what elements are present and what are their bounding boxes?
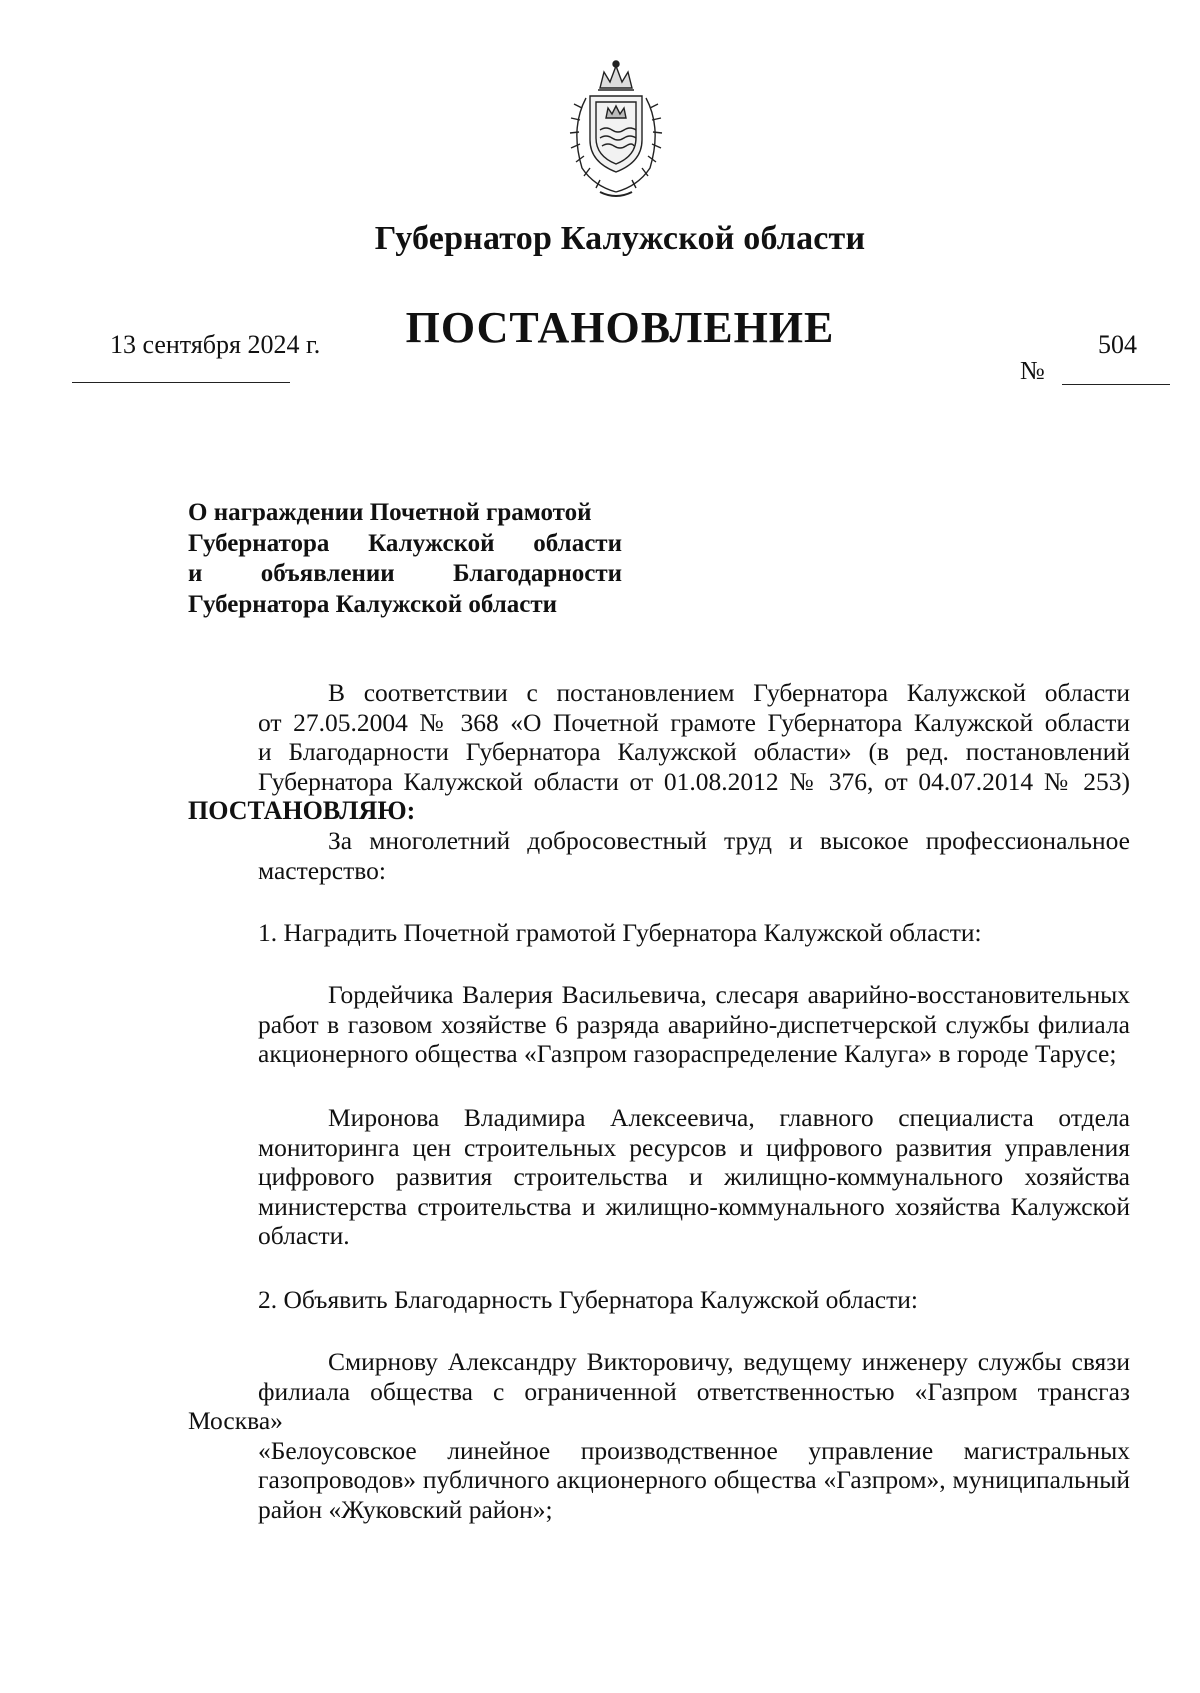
document-type-title: ПОСТАНОВЛЕНИЕ	[405, 303, 835, 352]
document-subject	[188, 498, 622, 620]
paragraph-line: мастерство:	[258, 855, 386, 885]
paragraph-line: филиала общества с ограниченной ответственностью «Газпром трансгаз Москва»	[188, 1376, 1130, 1435]
subject-line: и объявлении Благодарности	[188, 560, 622, 587]
subject-line: Губернатора Калужской области	[188, 529, 622, 557]
paragraph-line: «Белоусовское линейное производственное управление магистральных	[258, 1435, 1130, 1465]
paragraph-line: Миронова Владимира Алексеевича, главного специалиста отдела	[328, 1103, 1130, 1132]
paragraph-line: За многолетний добросовестный труд и высокое профессиональное	[328, 826, 1130, 855]
document-date: 13 сентября 2024 г.	[110, 330, 321, 359]
paragraph-line: В соответствии с постановлением Губернатора Калужской области	[328, 678, 1130, 707]
paragraph-line: работ в газовом хозяйстве 6 разряда аварийно-диспетчерской службы филиала	[258, 1009, 1130, 1039]
decree-item-2: 2. Объявить Благодарность Губернатора Калужской области:	[258, 1285, 918, 1314]
document-number: 504	[1098, 330, 1137, 359]
paragraph-line: район «Жуковский район»;	[258, 1494, 553, 1524]
gratitude-recipient-paragraph	[188, 1347, 1130, 1524]
award-recipient-paragraph	[188, 980, 1130, 1069]
award-recipient-paragraph	[188, 1103, 1130, 1251]
paragraph-line: министерства строительства и жилищно-коммунального хозяйства Калужской	[258, 1191, 1130, 1221]
paragraph-line: от 27.05.2004 № 368 «О Почетной грамоте Губернатора Калужской области	[258, 707, 1130, 737]
merit-paragraph	[188, 826, 1130, 885]
decree-keyword: ПОСТАНОВЛЯЮ:	[188, 796, 416, 825]
paragraph-line: Гордейчика Валерия Васильевича, слесаря аварийно-восстановительных	[328, 980, 1130, 1009]
paragraph-line: цифрового развития строительства и жилищно-коммунального хозяйства	[258, 1162, 1130, 1191]
coat-of-arms-icon	[560, 58, 672, 200]
paragraph-line: и Благодарности Губернатора Калужской области» (в ред. постановлений	[258, 737, 1130, 766]
paragraph-line: газопроводов» публичного акционерного общества «Газпром», муниципальный	[258, 1465, 1130, 1494]
number-label: №	[1020, 356, 1045, 385]
paragraph-line: Губернатора Калужской области от 01.08.2012 № 376, от 04.07.2014 № 253)	[258, 766, 1130, 796]
subject-line: Губернатора Калужской области	[188, 590, 558, 618]
paragraph-line: области.	[258, 1221, 350, 1250]
paragraph-line: мониторинга цен строительных ресурсов и цифрового развития управления	[258, 1132, 1130, 1162]
decree-item-1: 1. Наградить Почетной грамотой Губернатора Калужской области:	[258, 918, 982, 947]
date-underline	[72, 382, 290, 383]
subject-line: О награждении Почетной грамотой	[188, 499, 592, 526]
number-underline	[1062, 384, 1170, 385]
paragraph-line: Смирнову Александру Викторовичу, ведущему инженеру службы связи	[328, 1347, 1130, 1376]
preamble-paragraph	[188, 678, 1130, 796]
paragraph-line: акционерного общества «Газпром газораспределение Калуга» в городе Тарусе;	[258, 1039, 1117, 1068]
issuing-authority: Губернатор Калужской области	[374, 220, 866, 257]
